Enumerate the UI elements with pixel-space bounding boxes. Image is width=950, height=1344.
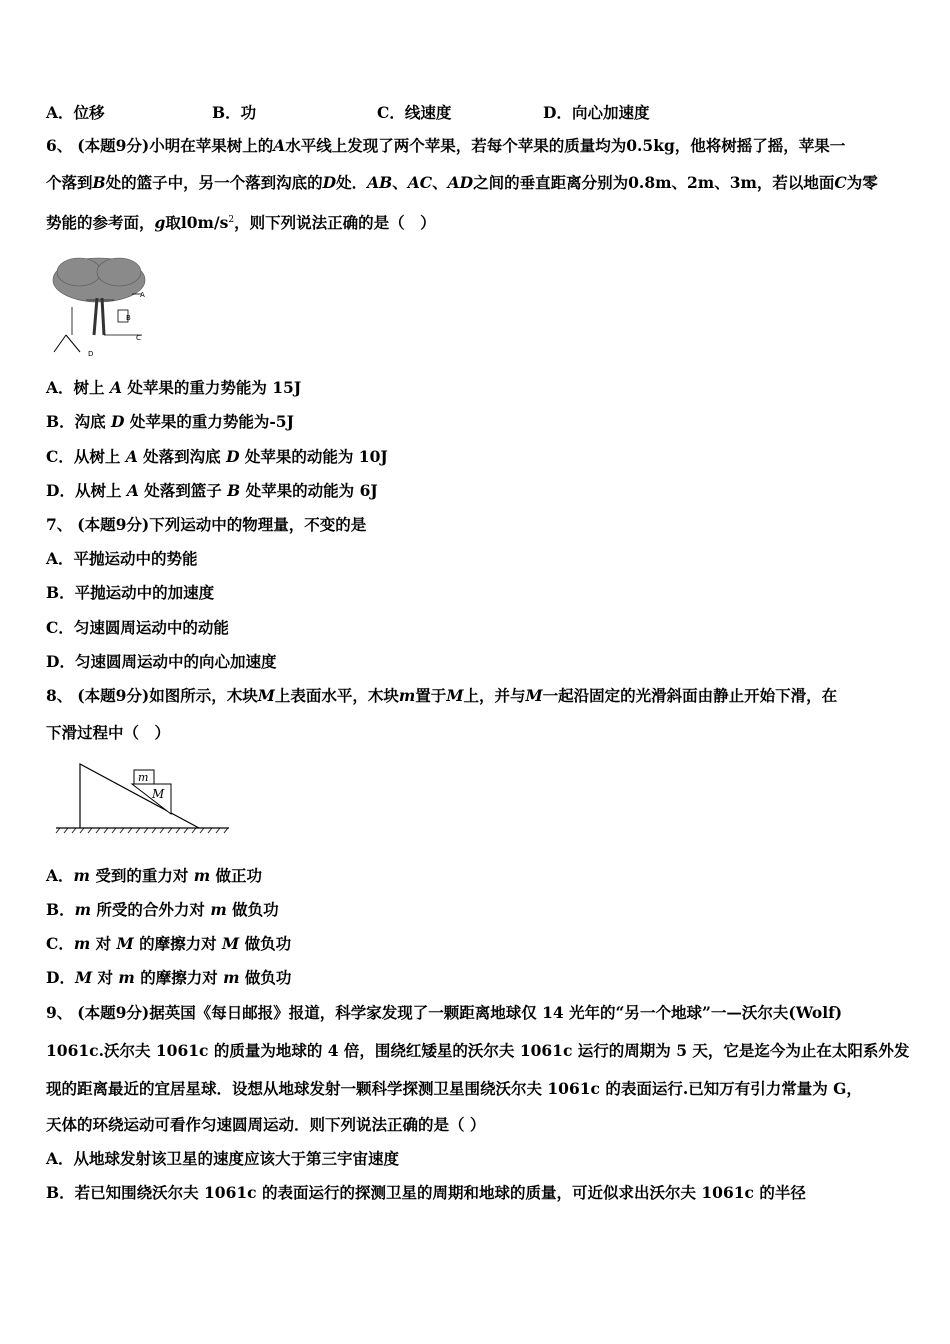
q6-option-a: A．树上 A 处苹果的重力势能为 15J — [46, 378, 302, 397]
q8-option-b: B．m 所受的合外力对 m 做负功 — [46, 900, 279, 919]
figure-label-d: D — [88, 350, 94, 358]
q6-stem-line2: 个落到B处的篮子中，另一个落到沟底的D处．AB、AC、AD之间的垂直距离分别为0.8m、2m、3m，若以地面C为零 — [46, 173, 878, 192]
q7-option-c: C．匀速圆周运动中的动能 — [46, 618, 229, 637]
q7-option-a: A．平抛运动中的势能 — [46, 549, 198, 568]
q9-stem-line1: 9、 (本题9分)据英国《每日邮报》报道，科学家发现了一颗距离地球仅 14 光年的“另一个地球”一—沃尔夫(Wolf) — [46, 1003, 843, 1022]
block-m-label: m — [138, 771, 149, 784]
q8-stem-line1: 8、 (本题9分)如图所示，木块M上表面水平，木块m置于M上，并与M一起沿固定的光滑斜面由静止开始下滑，在 — [46, 686, 838, 705]
q9-stem-line4: 天体的环绕运动可看作匀速圆周运动．则下列说法正确的是（ ） — [46, 1115, 486, 1134]
q9-stem-line2: 1061c.沃尔夫 1061c 的质量为地球的 4 倍，围绕红矮星的沃尔夫 1061c 运行的周期为 5 天，它是迄今为止在太阳系外发 — [46, 1041, 910, 1060]
q8-option-c: C．m 对 M 的摩擦力对 M 做负功 — [46, 934, 292, 953]
apple-tree-figure — [44, 250, 154, 360]
q5-option-b: B．功 — [212, 103, 257, 122]
q5-option-d: D．向心加速度 — [543, 103, 650, 122]
q6-stem-line1: 6、 (本题9分)小明在苹果树上的A水平线上发现了两个苹果，若每个苹果的质量均为0.5kg，他将树摇了摇，苹果一 — [46, 136, 846, 155]
q8-stem-line2: 下滑过程中（ ） — [46, 723, 171, 742]
q9-option-a: A．从地球发射该卫星的速度应该大于第三宇宙速度 — [46, 1149, 400, 1168]
q6-stem-line3: 势能的参考面，g取$l0m/s^2$，则下列说法正确的是（ ） — [46, 213, 436, 233]
figure-label-c: C — [136, 334, 141, 342]
figure-label-a: A — [140, 291, 145, 299]
q7-option-b: B．平抛运动中的加速度 — [46, 583, 215, 602]
q6-option-d: D．从树上 A 处落到篮子 B 处苹果的动能为 6J — [46, 481, 378, 500]
q7-option-d: D．匀速圆周运动中的向心加速度 — [46, 652, 277, 671]
q6-option-c: C．从树上 A 处落到沟底 D 处苹果的动能为 10J — [46, 447, 388, 466]
q6-option-b: B．沟底 D 处苹果的重力势能为-5J — [46, 412, 294, 431]
q8-option-a: A．m 受到的重力对 m 做正功 — [46, 866, 263, 885]
block-M-label: M — [152, 787, 165, 801]
q9-option-b: B．若已知围绕沃尔夫 1061c 的表面运行的探测卫星的周期和地球的质量，可近似求出沃尔夫 1061c 的半径 — [46, 1183, 806, 1202]
incline-figure — [54, 758, 234, 834]
figure-label-b: B — [126, 314, 131, 322]
q5-option-c: C．线速度 — [377, 103, 452, 122]
q9-stem-line3: 现的距离最近的宜居星球．设想从地球发射一颗科学探测卫星围绕沃尔夫 1061c 的表面运行.已知万有引力常量为 G， — [46, 1079, 862, 1098]
q7-stem: 7、 (本题9分)下列运动中的物理量，不变的是 — [46, 515, 367, 534]
q8-option-d: D．M 对 m 的摩擦力对 m 做负功 — [46, 968, 292, 987]
q5-option-a: A．位移 — [46, 103, 105, 122]
